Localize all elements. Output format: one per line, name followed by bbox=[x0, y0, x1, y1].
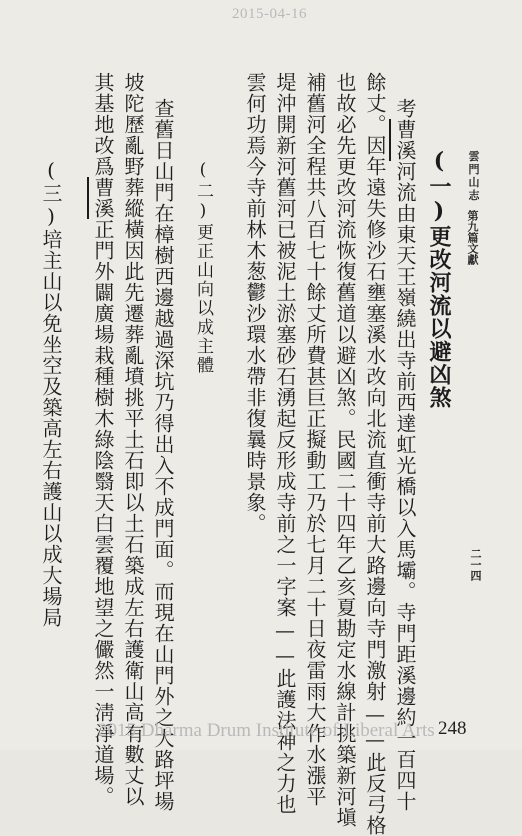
chinese-page-number: 二一四 bbox=[469, 548, 482, 581]
text-column: 考曹溪河流由東天王嶺繞出寺前西達虹光橋以入馬壩。寺門距溪邊約一百四十 bbox=[393, 98, 417, 812]
text-column: 也故必先更改河流恢復舊道以避凶煞。民國二十四年乙亥夏勘定水線計挑築新河塡 bbox=[333, 72, 357, 828]
running-head-char: 門 bbox=[468, 163, 480, 176]
watermark-footer: 2015 Dharma Drum Institute of Liberal Arts bbox=[98, 720, 435, 741]
text-column: 坡陀歷亂野葬縱橫因此先遷葬亂墳挑平土石即以土石築成左右護衛山高有數丈以 bbox=[121, 72, 145, 807]
running-head-char: 雲 bbox=[468, 150, 480, 163]
running-head bbox=[466, 150, 482, 265]
text-column: 堤沖開新河舊河已被泥土淤塞砂石湧起反形成寺前之一字案——此護法神之力也 bbox=[273, 72, 297, 815]
running-head-chapter: 第九篇 bbox=[466, 210, 479, 243]
section-heading-2: (二)更正山向以成主體 bbox=[193, 160, 213, 375]
section-heading-1: (一)更改河流以避凶煞 bbox=[426, 148, 452, 409]
proper-noun: 曹溪 bbox=[393, 119, 417, 161]
running-head-char: 山 bbox=[468, 176, 480, 189]
scan-date-stamp: 2015-04-16 bbox=[232, 6, 307, 22]
text-column: 其基地改爲曹溪正門外闢廣場栽種樹木綠陰翳天白雲覆地望之儼然一淸淨道場。 bbox=[91, 72, 115, 807]
running-head-char: 志 bbox=[468, 189, 480, 202]
text-column: 查舊日山門在樟樹西邊越過深坑乃得出入不成門面。而現在山門外之大路坪場 bbox=[151, 98, 175, 812]
proper-noun: 曹溪 bbox=[91, 177, 115, 219]
page-number: 248 bbox=[438, 718, 467, 739]
section-heading-3: (三)培主山以免坐空及築高左右護山以成大場局 bbox=[39, 158, 63, 628]
text-column: 補舊河全程共八百七十餘丈所費甚巨正擬動工乃於七月二十日夜雷雨大作水漲平 bbox=[303, 72, 327, 807]
text-column: 雲何功焉今寺前林木葱鬱沙環水帶非復曩時景象。 bbox=[243, 72, 267, 534]
running-head-section: 文獻 bbox=[466, 243, 479, 265]
text-column: 餘丈。因年遠失修沙石壅塞溪水改向北流直衝寺前大路邊向寺門激射——此反弓格 bbox=[363, 72, 387, 836]
